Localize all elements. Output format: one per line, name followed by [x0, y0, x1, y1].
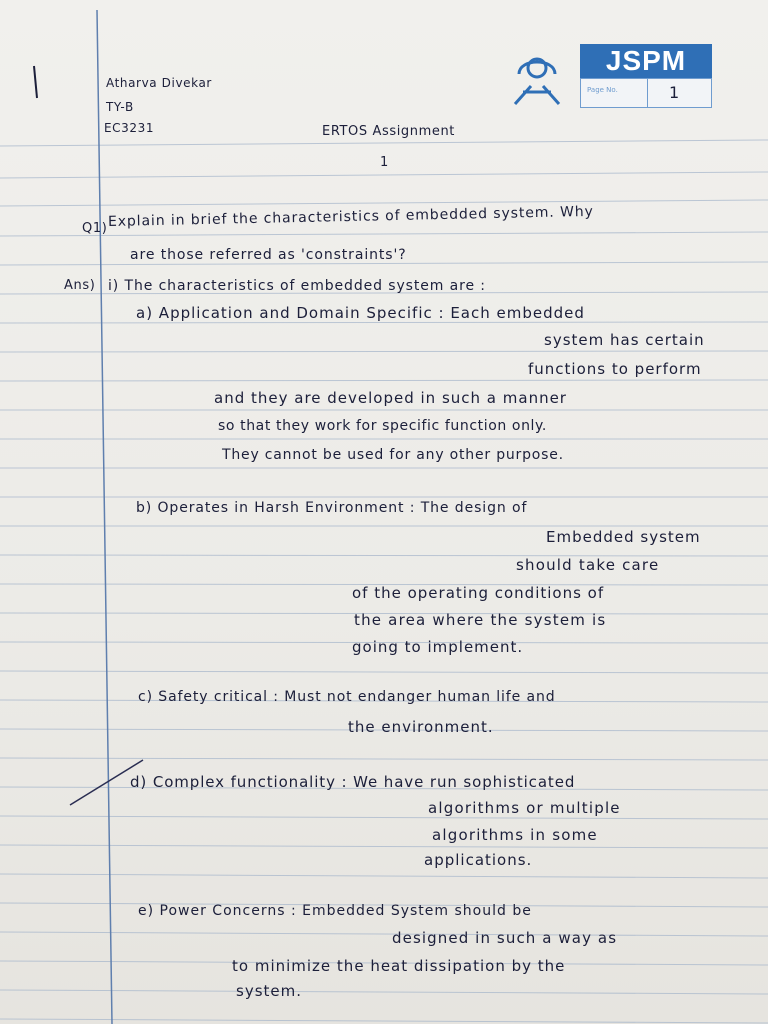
point-a-line-6: They cannot be used for any other purpose.	[222, 447, 564, 463]
point-a-line-3: functions to perform	[528, 360, 702, 378]
point-d-line-3: algorithms in some	[432, 826, 598, 844]
point-c-line-2: the environment.	[348, 718, 494, 736]
point-b-line-2: Embedded system	[546, 528, 701, 546]
point-a-line-2: system has certain	[544, 331, 705, 349]
page-box-divider	[647, 79, 648, 107]
jspm-logo	[580, 44, 712, 108]
jspm-emblem-icon	[505, 46, 569, 112]
point-e-line-4: system.	[236, 982, 302, 1000]
answer-label: Ans)	[64, 278, 96, 293]
point-d-line-2: algorithms or multiple	[428, 799, 621, 817]
point-d-line-4: applications.	[424, 851, 533, 869]
point-a-heading: a) Application and Domain Specific : Each embedded	[136, 304, 585, 322]
answer-intro: i) The characteristics of embedded system are :	[108, 278, 486, 294]
question-line-1: Explain in brief the characteristics of embedded system. Why	[107, 203, 594, 230]
point-e-line-3: to minimize the heat dissipation by the	[232, 957, 566, 975]
point-b-line-5: the area where the system is	[354, 611, 607, 629]
point-e-line-2: designed in such a way as	[392, 929, 618, 947]
point-b-line-3: should take care	[516, 556, 660, 574]
assignment-number: 1	[380, 155, 389, 170]
page-number-value: 1	[669, 83, 680, 102]
student-name: Atharva Divekar	[106, 76, 212, 90]
logo-brand: JSPM	[580, 44, 712, 78]
question-line-2: are those referred as 'constraints'?	[130, 247, 407, 263]
page-number-box	[580, 78, 712, 108]
point-b-line-6: going to implement.	[352, 638, 524, 656]
point-d-heading: d) Complex functionality : We have run sophisticated	[130, 773, 576, 791]
student-class: TY-B	[106, 100, 134, 114]
point-b-line-4: of the operating conditions of	[352, 584, 605, 602]
point-a-line-5: so that they work for specific function only.	[218, 418, 547, 434]
point-c-heading: c) Safety critical : Must not endanger human life and	[138, 689, 556, 705]
point-a-line-4: and they are developed in such a manner	[214, 389, 567, 407]
question-label: Q1)	[82, 221, 108, 236]
page-number-label: Page No.	[587, 86, 618, 94]
point-b-heading: b) Operates in Harsh Environment : The design of	[136, 500, 528, 516]
assignment-title: ERTOS Assignment	[322, 124, 455, 139]
point-e-heading: e) Power Concerns : Embedded System should be	[138, 903, 532, 919]
student-roll: EC3231	[104, 121, 155, 135]
